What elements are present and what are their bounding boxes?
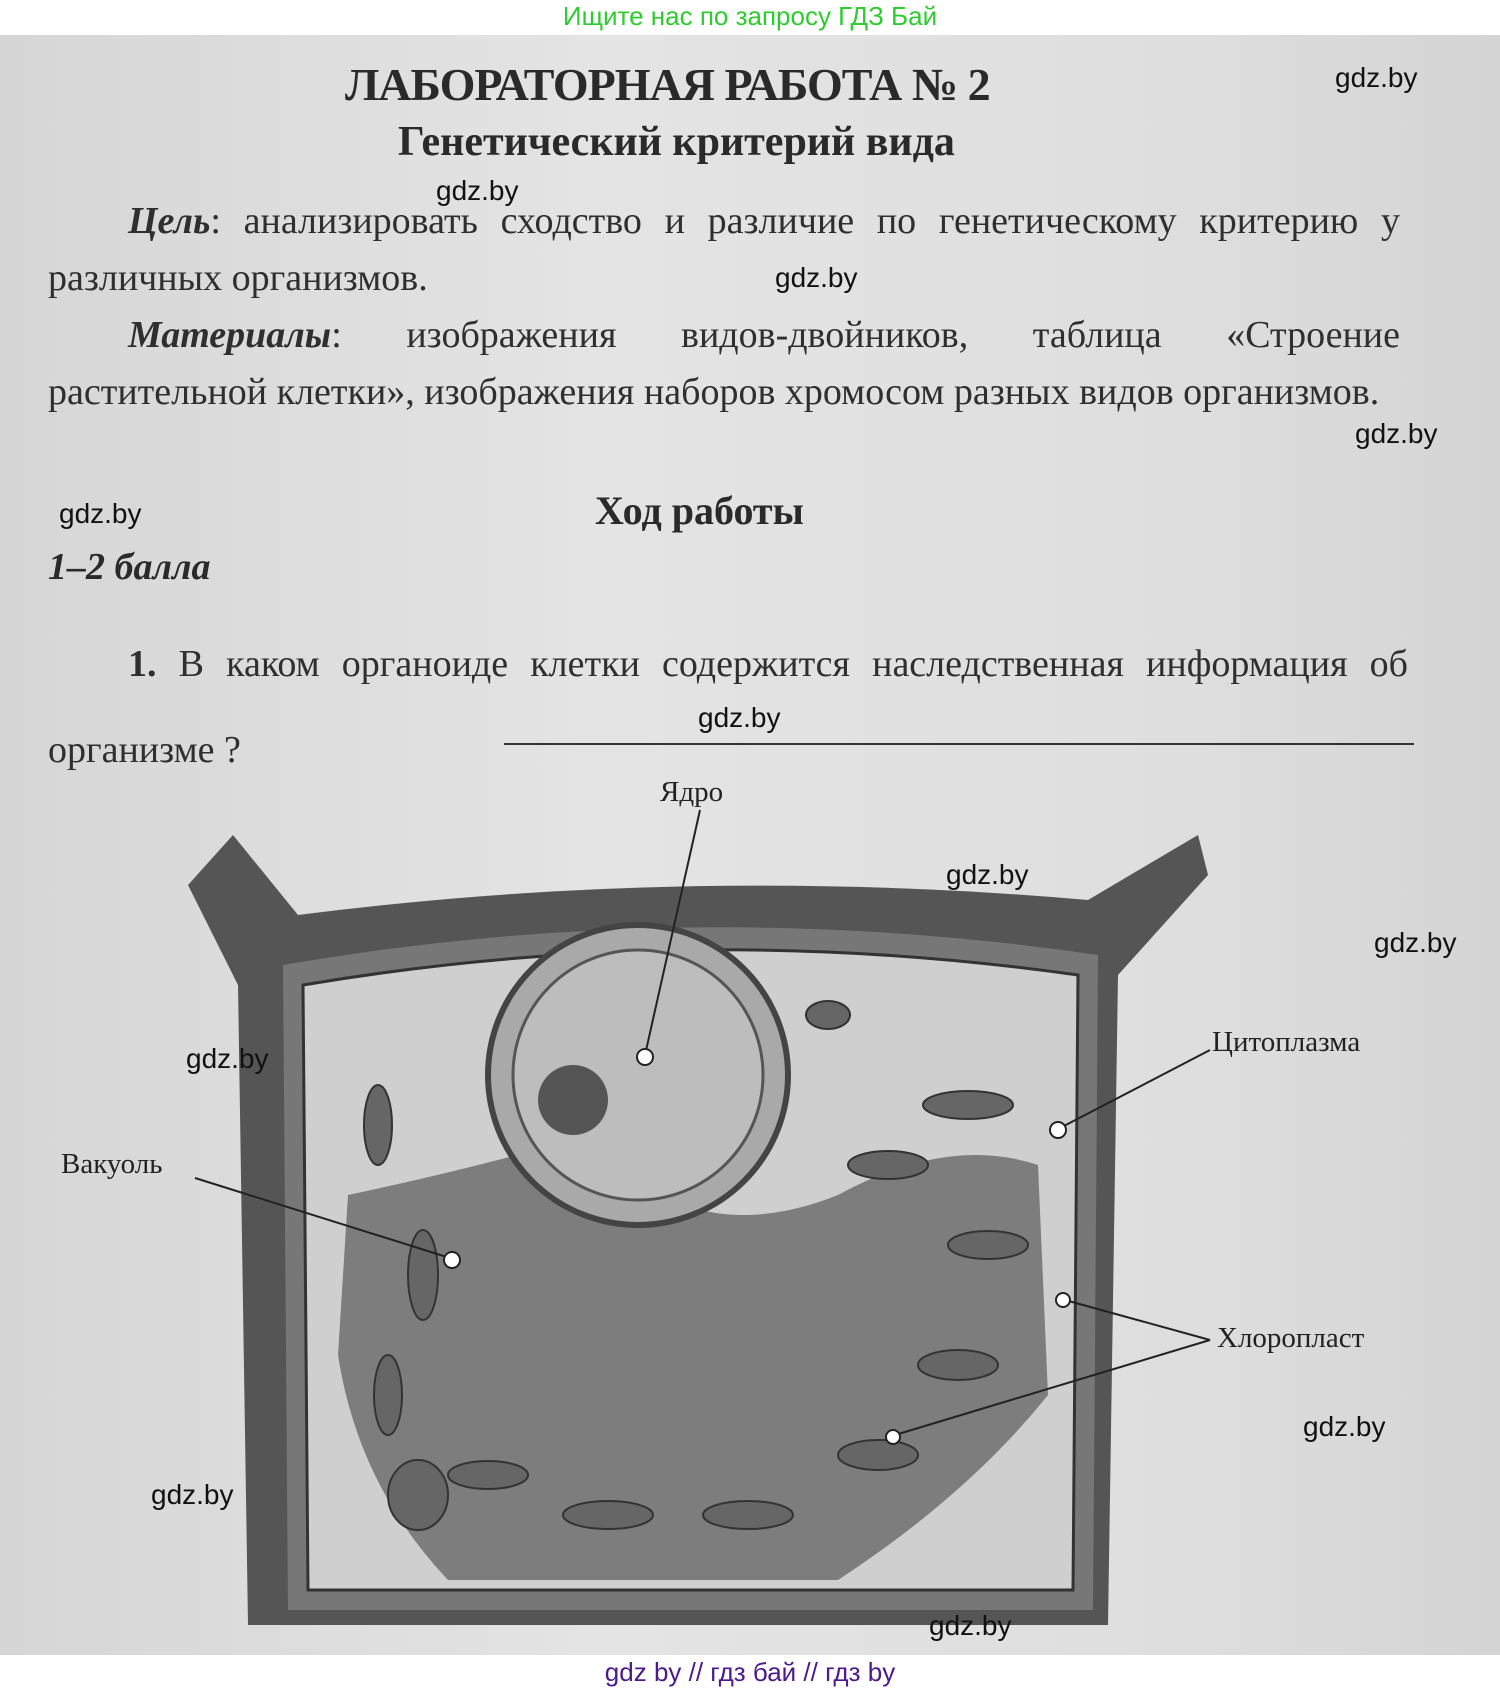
bottom-banner: gdz by // гдз бай // гдз by <box>0 1655 1500 1689</box>
materials-label: Материалы <box>128 314 332 356</box>
top-banner: Ищите нас по запросу ГДЗ Бай <box>0 0 1500 35</box>
section-heading: Ход работы <box>595 488 804 533</box>
watermark: gdz.by <box>1374 927 1457 958</box>
question-text: В каком органоиде клетки содержится наследственная информация об организме ? <box>48 643 1408 771</box>
label-vacuole: Вакуоль <box>61 1148 163 1180</box>
watermark: gdz.by <box>1355 418 1438 449</box>
goal-label: Цель <box>128 200 211 242</box>
materials-text: : изображения видов-двойников, таблица «Строение растительной клетки», изображения наборов хромосом разных видов организмов. <box>48 314 1400 413</box>
watermark: gdz.by <box>436 175 519 206</box>
question-number: 1. <box>128 643 157 685</box>
watermark: gdz.by <box>698 702 781 733</box>
watermark: gdz.by <box>929 1610 1012 1641</box>
watermark: gdz.by <box>151 1479 234 1510</box>
watermark: gdz.by <box>59 498 142 529</box>
goal-text: : анализировать сходство и различие по генетическому критерию у различных организмов. <box>48 200 1400 299</box>
label-nucleus: Ядро <box>660 776 724 808</box>
watermark: gdz.by <box>186 1043 269 1074</box>
watermark: gdz.by <box>1303 1411 1386 1442</box>
page-title: ЛАБОРАТОРНАЯ РАБОТА № 2 <box>345 59 990 110</box>
watermark: gdz.by <box>1335 62 1418 93</box>
label-cytoplasm: Цитоплазма <box>1212 1026 1361 1058</box>
points-label: 1–2 балла <box>48 546 211 588</box>
watermark: gdz.by <box>775 262 858 293</box>
page-subtitle: Генетический критерий вида <box>398 119 955 165</box>
label-chloroplast: Хлоропласт <box>1217 1322 1365 1354</box>
watermark: gdz.by <box>946 859 1029 890</box>
